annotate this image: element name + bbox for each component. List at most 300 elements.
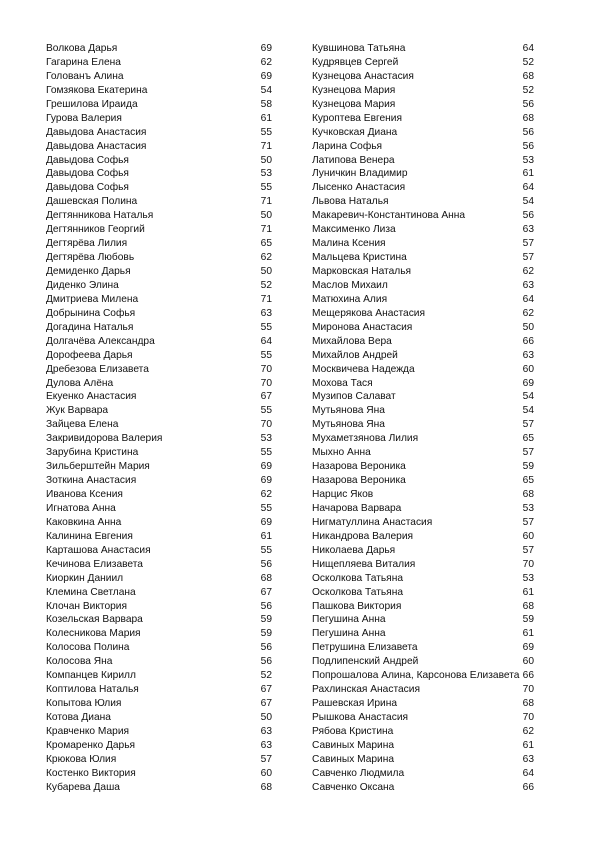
participant-score: 60 — [260, 767, 272, 779]
participant-name: Михайлов Андрей — [312, 349, 398, 361]
list-item — [312, 669, 534, 683]
list-item — [46, 98, 272, 112]
participant-name: Зоткина Анастасия — [46, 475, 137, 487]
list-item — [312, 251, 534, 265]
participant-score: 52 — [260, 670, 272, 682]
participant-name: Коптилова Наталья — [46, 684, 139, 696]
participant-name: Долгачёва Александра — [46, 335, 155, 347]
participant-score: 50 — [260, 266, 272, 277]
list-item — [312, 502, 534, 516]
participant-score: 68 — [522, 698, 534, 710]
list-item — [46, 516, 272, 530]
participant-score: 66 — [522, 781, 534, 793]
list-item — [46, 627, 272, 641]
list-item — [46, 641, 272, 655]
list-item — [46, 739, 272, 753]
participant-score: 55 — [260, 502, 272, 514]
list-item — [312, 321, 534, 335]
participant-score: 62 — [522, 307, 534, 319]
participant-score: 65 — [522, 475, 534, 487]
participant-score: 59 — [260, 628, 272, 640]
participant-name: Нищепляева Виталия — [312, 558, 416, 570]
participant-score: 68 — [260, 572, 272, 584]
list-item — [46, 167, 272, 181]
list-item — [46, 586, 272, 600]
participant-score: 57 — [522, 252, 534, 264]
participant-name: Давыдова Анастасия — [46, 126, 147, 138]
participant-name: Игнатова Анна — [46, 502, 116, 514]
list-item — [312, 739, 534, 753]
participant-score: 68 — [522, 112, 534, 124]
participant-score: 64 — [260, 335, 272, 347]
participant-score: 64 — [522, 43, 534, 54]
participant-score: 67 — [260, 391, 272, 403]
list-item — [312, 279, 534, 293]
list-item — [312, 70, 534, 84]
participant-name: Зильберштейн Мария — [46, 461, 150, 473]
participant-score: 56 — [260, 600, 272, 612]
right-column — [312, 42, 534, 795]
participant-name: Пегушина Анна — [312, 628, 386, 640]
list-item — [312, 404, 534, 418]
list-item — [312, 223, 534, 237]
participant-name: Давыдова Софья — [46, 168, 129, 180]
participant-name: Кузнецова Мария — [312, 98, 396, 110]
participant-name: Карташова Анастасия — [46, 544, 151, 556]
participant-score: 52 — [522, 56, 534, 68]
participant-name: Дашевская Полина — [46, 196, 138, 208]
list-item — [46, 70, 272, 84]
list-item — [312, 697, 534, 711]
participant-score: 68 — [522, 70, 534, 82]
left-column — [46, 42, 272, 795]
list-item — [46, 600, 272, 614]
participant-score: 70 — [522, 558, 534, 570]
list-item — [46, 377, 272, 391]
list-item — [46, 530, 272, 544]
participant-score: 56 — [522, 140, 534, 152]
participant-name: Давыдова Анастасия — [46, 140, 147, 152]
participant-name: Осколкова Татьяна — [312, 586, 403, 598]
participant-score: 68 — [260, 781, 272, 793]
participant-score: 63 — [260, 739, 272, 751]
list-item — [312, 293, 534, 307]
participant-name: Николаева Дарья — [312, 544, 396, 556]
list-item — [312, 613, 534, 627]
participant-name: Макаревич-Константинова Анна — [312, 210, 466, 222]
participant-score: 53 — [260, 433, 272, 445]
list-item — [46, 363, 272, 377]
list-item — [46, 669, 272, 683]
participant-score: 61 — [522, 739, 534, 751]
participant-score: 69 — [522, 377, 534, 389]
participant-score: 55 — [260, 126, 272, 138]
participant-score: 52 — [260, 279, 272, 291]
participant-score: 71 — [260, 224, 272, 236]
participant-score: 63 — [260, 307, 272, 319]
participant-name: Рышкова Анастасия — [312, 712, 409, 723]
participant-name: Осколкова Татьяна — [312, 572, 403, 584]
participant-name: Киоркин Даниил — [46, 572, 124, 584]
participant-name: Назарова Вероника — [312, 475, 406, 487]
list-item — [46, 84, 272, 98]
participant-name: Петрушина Елизавета — [312, 642, 418, 654]
participant-name: Котова Диана — [46, 712, 111, 723]
participant-score: 54 — [522, 391, 534, 403]
list-item — [46, 544, 272, 558]
list-item — [312, 377, 534, 391]
participant-name: Луничкин Владимир — [312, 168, 408, 180]
participant-name: Матюхина Алия — [312, 293, 388, 305]
participant-name: Рябова Кристина — [312, 725, 394, 737]
participant-name: Мыхно Анна — [312, 447, 371, 459]
participant-score: 54 — [260, 84, 272, 96]
list-item — [312, 600, 534, 614]
participant-name: Савченко Людмила — [312, 767, 405, 779]
participant-name: Компанцев Кирилл — [46, 670, 136, 682]
participant-score: 56 — [260, 558, 272, 570]
participant-score: 63 — [522, 224, 534, 236]
participant-name: Нигматуллина Анастасия — [312, 516, 433, 528]
participant-score: 52 — [522, 84, 534, 96]
participant-name: Голованъ Алина — [46, 70, 124, 82]
participant-name: Копытова Юлия — [46, 698, 122, 710]
list-item — [312, 586, 534, 600]
participant-name: Костенко Виктория — [46, 767, 136, 779]
participant-name: Кучковская Диана — [312, 126, 398, 138]
participant-name: Иванова Ксения — [46, 489, 123, 500]
participant-name: Мухаметзянова Лилия — [312, 433, 419, 445]
participant-name: Назарова Вероника — [312, 461, 406, 473]
participant-name: Гурова Валерия — [46, 112, 122, 124]
list-item — [312, 265, 534, 279]
list-item — [312, 446, 534, 460]
list-item — [312, 42, 534, 56]
list-item — [312, 335, 534, 349]
list-item — [46, 488, 272, 502]
list-item — [312, 56, 534, 70]
participant-score: 57 — [522, 238, 534, 250]
list-item — [46, 279, 272, 293]
list-item — [312, 237, 534, 251]
list-item — [312, 753, 534, 767]
participant-name: Нарцис Яков — [312, 489, 374, 500]
list-item — [46, 474, 272, 488]
participant-name: Козельская Варвара — [46, 614, 143, 626]
participant-score: 62 — [260, 489, 272, 500]
participant-score: 71 — [260, 293, 272, 305]
participant-score: 55 — [260, 182, 272, 194]
participant-score: 53 — [522, 572, 534, 584]
participant-score: 59 — [260, 614, 272, 626]
participant-name: Подлипенский Андрей — [312, 656, 419, 668]
participant-name: Малина Ксения — [312, 238, 386, 250]
participant-score: 70 — [522, 684, 534, 696]
participant-score: 56 — [260, 642, 272, 654]
participant-score: 53 — [522, 502, 534, 514]
participant-name: Кудрявцев Сергей — [312, 56, 399, 68]
participant-score: 60 — [522, 363, 534, 375]
participant-score: 60 — [522, 656, 534, 668]
participant-score: 65 — [522, 433, 534, 445]
participant-name: Львова Наталья — [312, 196, 389, 208]
list-item — [46, 265, 272, 279]
participant-name: Дребезова Елизавета — [46, 363, 149, 375]
list-item — [46, 321, 272, 335]
list-item — [312, 516, 534, 530]
participant-name: Кромаренко Дарья — [46, 739, 136, 751]
participant-name: Дегтянникова Наталья — [46, 210, 154, 222]
participant-score: 63 — [522, 279, 534, 291]
participant-name: Демиденко Дарья — [46, 266, 131, 277]
participant-score: 61 — [522, 586, 534, 598]
list-item — [46, 418, 272, 432]
participant-name: Марковская Наталья — [312, 266, 412, 277]
participant-score: 56 — [260, 656, 272, 668]
participant-name: Кубарева Даша — [46, 781, 120, 793]
list-item — [46, 404, 272, 418]
list-item — [46, 725, 272, 739]
participant-name: Калинина Евгения — [46, 530, 133, 542]
participant-name: Зайцева Елена — [46, 419, 119, 431]
participant-name: Дегтярёва Любовь — [46, 252, 135, 264]
list-item — [312, 530, 534, 544]
participant-name: Дорофеева Дарья — [46, 349, 133, 361]
list-item — [46, 223, 272, 237]
list-item — [46, 781, 272, 795]
participant-name: Дмитриева Милена — [46, 293, 139, 305]
participant-name: Гагарина Елена — [46, 56, 121, 68]
list-item — [312, 390, 534, 404]
participant-name: Волкова Дарья — [46, 43, 118, 54]
participant-name: Музипов Салават — [312, 391, 396, 403]
participant-score: 62 — [522, 266, 534, 277]
participant-name: Савченко Оксана — [312, 781, 395, 793]
list-item — [46, 307, 272, 321]
participant-name: Клочан Виктория — [46, 600, 128, 612]
participant-score: 56 — [522, 98, 534, 110]
list-item — [312, 418, 534, 432]
list-item — [312, 112, 534, 126]
list-item — [312, 209, 534, 223]
participant-score: 66 — [522, 335, 534, 347]
participant-name: Максименко Лиза — [312, 224, 396, 236]
participant-score: 57 — [522, 447, 534, 459]
list-item — [46, 293, 272, 307]
list-item — [312, 307, 534, 321]
list-item — [312, 725, 534, 739]
participant-name: Никандрова Валерия — [312, 530, 414, 542]
participant-score: 60 — [522, 530, 534, 542]
participant-name: Мутьянова Яна — [312, 419, 385, 431]
list-item — [312, 572, 534, 586]
participant-score: 63 — [260, 725, 272, 737]
participant-score: 67 — [260, 698, 272, 710]
participant-score: 67 — [260, 586, 272, 598]
participant-name: Миронова Анастасия — [312, 321, 413, 333]
participant-score: 59 — [522, 461, 534, 473]
participant-score: 57 — [522, 544, 534, 556]
list-item — [46, 711, 272, 725]
list-item — [312, 655, 534, 669]
list-item — [46, 42, 272, 56]
participant-score: 55 — [260, 447, 272, 459]
list-item — [312, 140, 534, 154]
list-item — [312, 767, 534, 781]
participant-score: 71 — [260, 196, 272, 208]
participant-score: 71 — [260, 140, 272, 152]
participant-name: Савиных Марина — [312, 753, 395, 765]
participant-name: Кравченко Мария — [46, 725, 130, 737]
participant-score: 69 — [260, 70, 272, 82]
list-item — [46, 655, 272, 669]
participant-name: Дегтярёва Лилия — [46, 238, 128, 250]
list-item — [46, 154, 272, 168]
participant-score: 50 — [260, 154, 272, 166]
participant-score: 50 — [522, 321, 534, 333]
participant-score: 69 — [260, 43, 272, 54]
list-item — [46, 697, 272, 711]
participant-name: Рахлинская Анастасия — [312, 684, 420, 696]
participant-name: Давыдова Софья — [46, 182, 129, 194]
list-item — [312, 641, 534, 655]
participant-score: 68 — [522, 600, 534, 612]
participant-name: Колосова Полина — [46, 642, 130, 654]
list-item — [312, 349, 534, 363]
participant-name: Екуенко Анастасия — [46, 391, 137, 403]
list-item — [312, 126, 534, 140]
participant-name: Мутьянова Яна — [312, 405, 385, 417]
participant-name: Диденко Элина — [46, 279, 119, 291]
participant-name: Каковкина Анна — [46, 516, 122, 528]
participant-score: 61 — [260, 530, 272, 542]
list-item — [46, 753, 272, 767]
participant-name: Закривидорова Валерия — [46, 433, 163, 445]
participant-score: 68 — [522, 489, 534, 500]
participant-score: 62 — [522, 725, 534, 737]
participant-name: Пашкова Виктория — [312, 600, 402, 612]
participant-score: 55 — [260, 405, 272, 417]
list-item — [46, 460, 272, 474]
list-item — [312, 84, 534, 98]
participant-score: 70 — [260, 377, 272, 389]
participant-name: Зарубина Кристина — [46, 447, 139, 459]
participant-score: 57 — [522, 419, 534, 431]
list-item — [46, 126, 272, 140]
participant-score: 54 — [522, 405, 534, 417]
participant-name: Попрошалова Алина, Карсонова Елизавета — [312, 670, 520, 682]
list-item — [312, 683, 534, 697]
participant-name: Гомзякова Екатерина — [46, 84, 148, 96]
list-item — [312, 167, 534, 181]
list-item — [312, 432, 534, 446]
participant-score: 50 — [260, 712, 272, 723]
participant-name: Начарова Варвара — [312, 502, 402, 514]
list-item — [46, 572, 272, 586]
participant-score: 56 — [522, 126, 534, 138]
participant-name: Москвичева Надежда — [312, 363, 415, 375]
participant-score: 63 — [522, 753, 534, 765]
list-item — [46, 335, 272, 349]
participant-name: Мальцева Кристина — [312, 252, 407, 264]
list-item — [312, 181, 534, 195]
participant-score: 69 — [260, 516, 272, 528]
participant-score: 64 — [522, 182, 534, 194]
participant-name: Колесникова Мария — [46, 628, 141, 640]
participant-name: Михайлова Вера — [312, 335, 392, 347]
participant-score: 53 — [260, 168, 272, 180]
list-item — [312, 195, 534, 209]
list-item — [312, 363, 534, 377]
participant-score: 70 — [522, 712, 534, 723]
list-item — [46, 209, 272, 223]
participant-name: Лысенко Анастасия — [312, 182, 406, 194]
list-item — [46, 251, 272, 265]
participant-score: 61 — [522, 628, 534, 640]
participant-score: 55 — [260, 321, 272, 333]
participant-score: 69 — [522, 642, 534, 654]
participant-name: Кувшинова Татьяна — [312, 43, 406, 54]
participant-score: 69 — [260, 475, 272, 487]
list-item — [46, 683, 272, 697]
list-item — [46, 613, 272, 627]
participant-score: 57 — [260, 753, 272, 765]
participant-name: Маслов Михаил — [312, 279, 388, 291]
participant-name: Колосова Яна — [46, 656, 113, 668]
list-item — [46, 140, 272, 154]
participant-score: 70 — [260, 419, 272, 431]
list-item — [46, 112, 272, 126]
participant-score: 64 — [522, 767, 534, 779]
participant-name: Давыдова Софья — [46, 154, 129, 166]
list-item — [312, 474, 534, 488]
participant-name: Рашевская Ирина — [312, 698, 398, 710]
list-item — [312, 154, 534, 168]
participant-score: 63 — [522, 349, 534, 361]
list-item — [46, 502, 272, 516]
participant-score: 66 — [522, 670, 534, 682]
participant-name: Кузнецова Анастасия — [312, 70, 414, 82]
list-item — [312, 627, 534, 641]
participant-score: 70 — [260, 363, 272, 375]
participant-name: Дулова Алёна — [46, 377, 114, 389]
participant-name: Жук Варвара — [46, 405, 109, 417]
participant-name: Пегушина Анна — [312, 614, 386, 626]
participant-score: 59 — [522, 614, 534, 626]
participant-name: Добрынина Софья — [46, 307, 136, 319]
participant-score: 67 — [260, 684, 272, 696]
list-item — [312, 488, 534, 502]
participant-name: Крюкова Юлия — [46, 753, 117, 765]
participant-score: 62 — [260, 56, 272, 68]
list-item — [312, 544, 534, 558]
list-item — [312, 98, 534, 112]
list-item — [46, 432, 272, 446]
participant-score: 55 — [260, 544, 272, 556]
participant-score: 61 — [260, 112, 272, 124]
participant-name: Грешилова Ираида — [46, 98, 138, 110]
participant-score: 61 — [522, 168, 534, 180]
participant-score: 69 — [260, 461, 272, 473]
participant-score: 55 — [260, 349, 272, 361]
participant-score: 50 — [260, 210, 272, 222]
participant-name: Савиных Марина — [312, 739, 395, 751]
participant-name: Кузнецова Мария — [312, 84, 396, 96]
participant-score: 56 — [522, 210, 534, 222]
list-item — [312, 781, 534, 795]
participant-name: Куроптева Евгения — [312, 112, 402, 124]
list-item — [312, 711, 534, 725]
